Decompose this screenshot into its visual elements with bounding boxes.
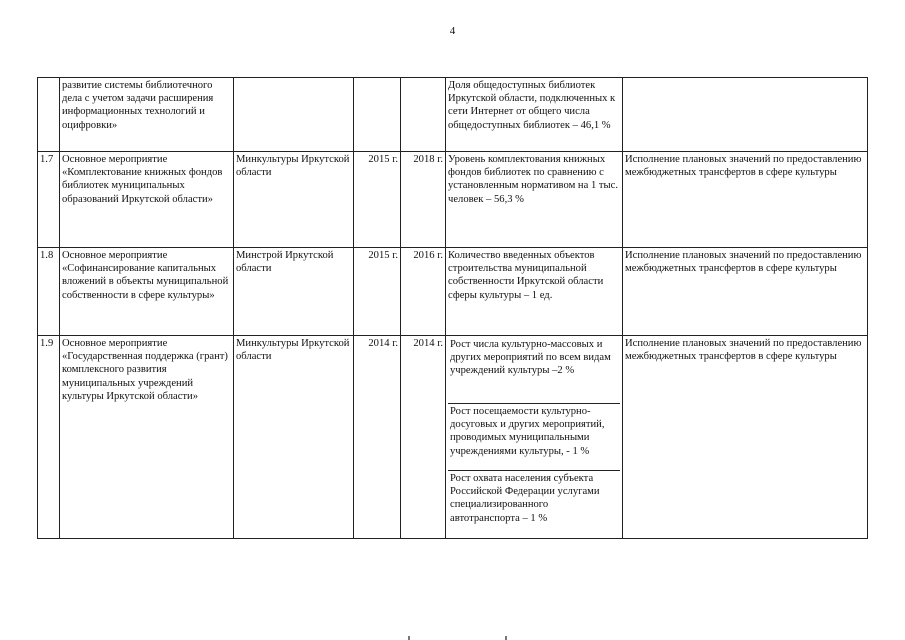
end-year: 2018 г. bbox=[401, 152, 446, 248]
row-number: 1.7 bbox=[38, 152, 60, 248]
indicator-link: Исполнение плановых значений по предоставлению межбюджетных трансфертов в сфере культуры bbox=[623, 152, 868, 248]
indicator-link bbox=[623, 78, 868, 152]
indicator: Уровень комплектования книжных фондов библиотек по сравнению с установленным нормативом на 1 тыс. человек – 56,3 % bbox=[446, 152, 623, 248]
end-year: 2014 г. bbox=[401, 336, 446, 539]
row-number: 1.9 bbox=[38, 336, 60, 539]
activity-name: Основное мероприятие «Комплектование книжных фондов библиотек муниципальных образований Иркутской области» bbox=[60, 152, 234, 248]
indicator: Рост посещаемости культурно-досуговых и других мероприятий, проводимых муниципальными учреждениями культуры, - 1 % bbox=[448, 403, 620, 470]
indicator-link: Исполнение плановых значений по предоставлению межбюджетных трансфертов в сфере культуры bbox=[623, 248, 868, 336]
start-year: 2014 г. bbox=[354, 336, 401, 539]
indicator-stack bbox=[446, 336, 623, 539]
indicator: Доля общедоступных библиотек Иркутской области, подключенных к сети Интернет от общего числа общедоступных библиотек – 46,1 % bbox=[446, 78, 623, 152]
start-year: 2015 г. bbox=[354, 248, 401, 336]
table-row bbox=[38, 152, 868, 248]
page-number: 4 bbox=[449, 25, 456, 37]
table-row bbox=[38, 78, 868, 152]
executor: Минкультуры Иркутской области bbox=[234, 336, 354, 539]
activity-name: развитие системы библиотечного дела с учетом задачи расширения информационных технологий и оцифровки» bbox=[60, 78, 234, 152]
indicator-link: Исполнение плановых значений по предоставлению межбюджетных трансфертов в сфере культуры bbox=[623, 336, 868, 539]
indicator: Рост числа культурно-массовых и других мероприятий по всем видам учреждений культуры –2 % bbox=[450, 339, 611, 377]
activity-name: Основное мероприятие «Государственная поддержка (грант) комплексного развития муниципальных учреждений культуры Иркутской области» bbox=[60, 336, 234, 539]
start-year bbox=[354, 78, 401, 152]
scan-artifact bbox=[505, 636, 507, 640]
scan-artifact bbox=[408, 636, 410, 640]
activities-table bbox=[37, 77, 868, 539]
executor: Минстрой Иркутской области bbox=[234, 248, 354, 336]
executor: Минкультуры Иркутской области bbox=[234, 152, 354, 248]
row-number: 1.8 bbox=[38, 248, 60, 336]
row-number bbox=[38, 78, 60, 152]
end-year: 2016 г. bbox=[401, 248, 446, 336]
executor bbox=[234, 78, 354, 152]
indicator: Количество введенных объектов строительства муниципальной собственности Иркутской области сферы культуры – 1 ед. bbox=[446, 248, 623, 336]
table-row bbox=[38, 336, 868, 539]
end-year bbox=[401, 78, 446, 152]
start-year: 2015 г. bbox=[354, 152, 401, 248]
activity-name: Основное мероприятие «Софинансирование капитальных вложений в объекты муниципальной собственности в сфере культуры» bbox=[60, 248, 234, 336]
table-row bbox=[38, 248, 868, 336]
indicator: Рост охвата населения субъекта Российской Федерации услугами специализированного автотранспорта – 1 % bbox=[448, 470, 620, 538]
